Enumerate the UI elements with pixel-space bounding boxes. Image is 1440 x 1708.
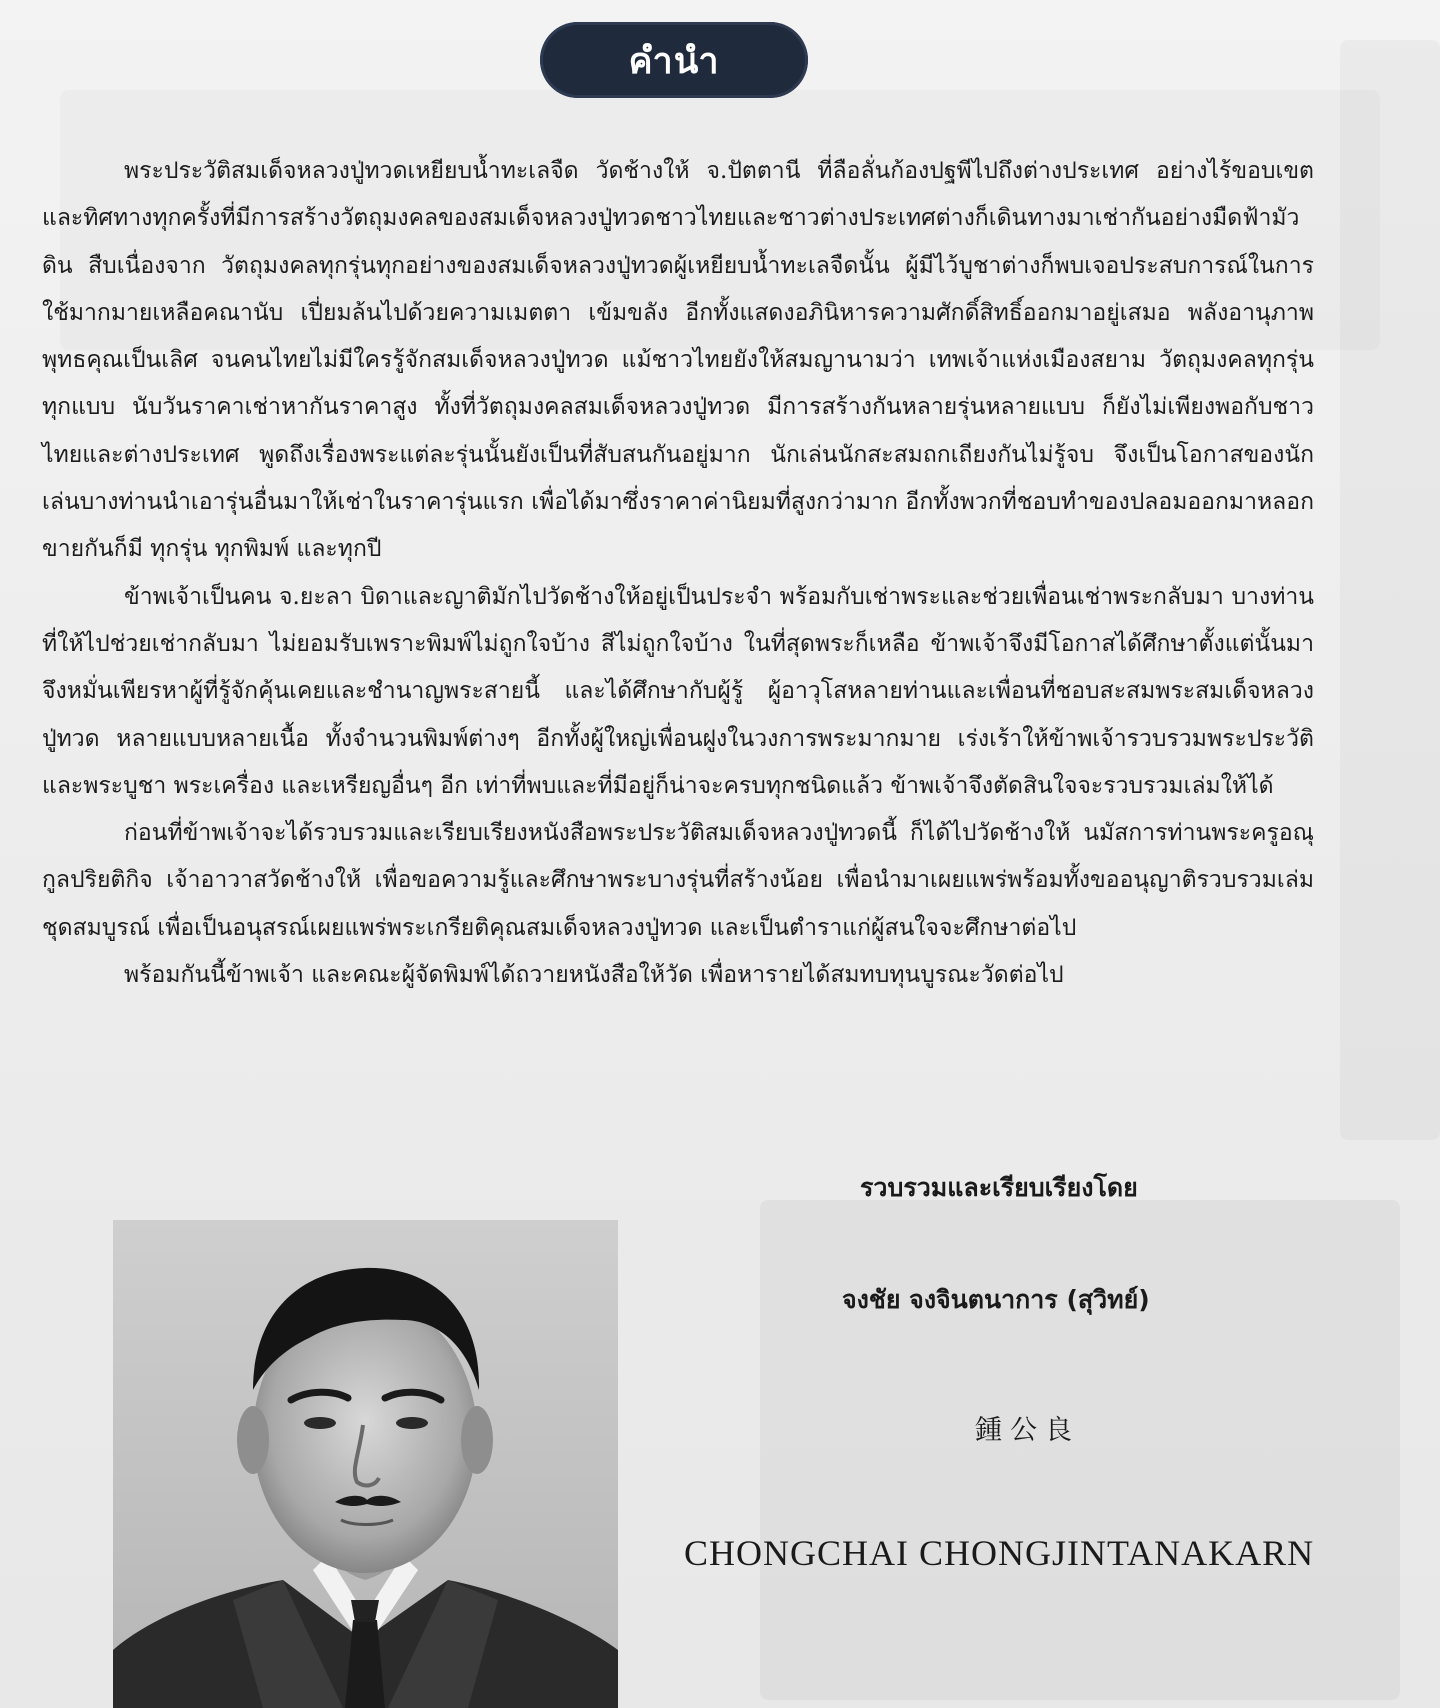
portrait-photo-icon: [113, 1220, 618, 1708]
author-portrait: [113, 1220, 618, 1708]
background-watermark: [760, 1200, 1400, 1700]
paragraph: พร้อมกันนี้ข้าพเจ้า และคณะผู้จัดพิมพ์ได้ถวายหนังสือให้วัด เพื่อหารายได้สมทบทุนบูรณะวัดต่อไป: [124, 962, 1064, 989]
author-name-english: CHONGCHAI CHONGJINTANAKARN: [684, 1533, 1315, 1573]
author-name-chinese: 鍾公良: [975, 1415, 1080, 1446]
paragraph: พระประวัติสมเด็จหลวงปู่ทวดเหยียบน้ำทะเลจืด วัดช้างให้ จ.ปัตตานี ที่ลือลั่นก้องปฐพีไปถึงต่างประเทศ อย่างไร้ขอบเขตและทิศทางทุกครั้งที่มีการสร้างวัตถุมงคลของสมเด็จหลวงปู่ทวดชาวไทยและชาวต่างประเทศต่างก็เดินทางมาเช่ากันอย่างมืดฟ้ามัวดิน สืบเนื่องจาก วัตถุมงคลทุกรุ่นทุกอย่างของสมเด็จหลวงปู่ทวดผู้เหยียบน้ำทะเลจืดนั้น ผู้มีไว้บูชาต่างก็พบเจอประสบการณ์ในการใช้มากมายเหลือคณานับ เปี่ยมล้นไปด้วยความเมตตา เข้มขลัง อีกทั้งแสดงอภินิหารความศักดิ์สิทธิ์ออกมาอยู่เสมอ พลังอานุภาพพุทธคุณเป็นเลิศ จนคนไทยไม่มีใครรู้จักสมเด็จหลวงปู่ทวด แม้ชาวไทยยังให้สมญานามว่า เทพเจ้าแห่งเมืองสยาม วัตถุมงคลทุกรุ่นทุกแบบ นับวันราคาเช่าหากันราคาสูง ทั้งที่วัตถุมงคลสมเด็จหลวงปู่ทวด มีการสร้างกันหลายรุ่นหลายแบบ ก็ยังไม่เพียงพอกับชาวไทยและต่างประเทศ พูดถึงเรื่องพระแต่ละรุ่นนั้นยังเป็นที่สับสนกันอยู่มาก นักเล่นนักสะสมถกเถียงกันไม่รู้จบ จึงเป็นโอกาสของนักเล่นบางท่านนำเอารุ่นอื่นมาให้เช่าในราคารุ่นแรก เพื่อได้มาซึ่งราคาค่านิยมที่สูงกว่ามาก อีกทั้งพวกที่ชอบทำของปลอมออกมาหลอกขายกันก็มี ทุกรุ่น ทุกพิมพ์ และทุกปี: [42, 158, 1314, 563]
paragraph: ก่อนที่ข้าพเจ้าจะได้รวบรวมและเรียบเรียงหนังสือพระประวัติสมเด็จหลวงปู่ทวดนี้ ก็ได้ไปวัดช้างให้ นมัสการท่านพระครูอณุกูลปริยติกิจ เจ้าอาวาสวัดช้างให้ เพื่อขอความรู้และศึกษาพระบางรุ่นที่สร้างน้อย เพื่อนำมาเผยแพร่พร้อมทั้งขออนุญาติรวบรวมเล่ม ชุดสมบูรณ์ เพื่อเป็นอนุสรณ์เผยแพร่พระเกรียติคุณสมเด็จหลวงปู่ทวด และเป็นตำราแก่ผู้สนใจจะศึกษาต่อไป: [42, 820, 1314, 941]
author-name-thai: จงชัย จงจินตนาการ (สุวิทย์): [842, 1285, 1150, 1314]
background-watermark: [1340, 40, 1440, 1140]
paragraph: ข้าพเจ้าเป็นคน จ.ยะลา บิดาและญาติมักไปวัดช้างให้อยู่เป็นประจำ พร้อมกับเช่าพระและช่วยเพื่อนเช่าพระกลับมา บางท่านที่ให้ไปช่วยเช่ากลับมา ไม่ยอมรับเพราะพิมพ์ไม่ถูกใจบ้าง สีไม่ถูกใจบ้าง ในที่สุดพระก็เหลือ ข้าพเจ้าจึงมีโอกาสได้ศึกษาตั้งแต่นั้นมา จึงหมั่นเพียรหาผู้ที่รู้จักคุ้นเคยและชำนาญพระสายนี้ และได้ศึกษากับผู้รู้ ผู้อาวุโสหลายท่านและเพื่อนที่ชอบสะสมพระสมเด็จหลวงปู่ทวด หลายแบบหลายเนื้อ ทั้งจำนวนพิมพ์ต่างๆ อีกทั้งผู้ใหญ่เพื่อนฝูงในวงการพระมากมาย เร่งเร้าให้ข้าพเจ้ารวบรวมพระประวัติ และพระบูชา พระเครื่อง และเหรียญอื่นๆ อีก เท่าที่พบและที่มีอยู่ก็น่าจะครบทุกชนิดแล้ว ข้าพเจ้าจึงตัดสินใจจะรวบรวมเล่มให้ได้: [42, 583, 1314, 799]
preface-body: [42, 148, 1314, 999]
credit-heading: รวบรวมและเรียบเรียงโดย: [860, 1173, 1138, 1202]
title-badge: [540, 22, 808, 98]
page-title: คำนำ: [628, 40, 720, 82]
